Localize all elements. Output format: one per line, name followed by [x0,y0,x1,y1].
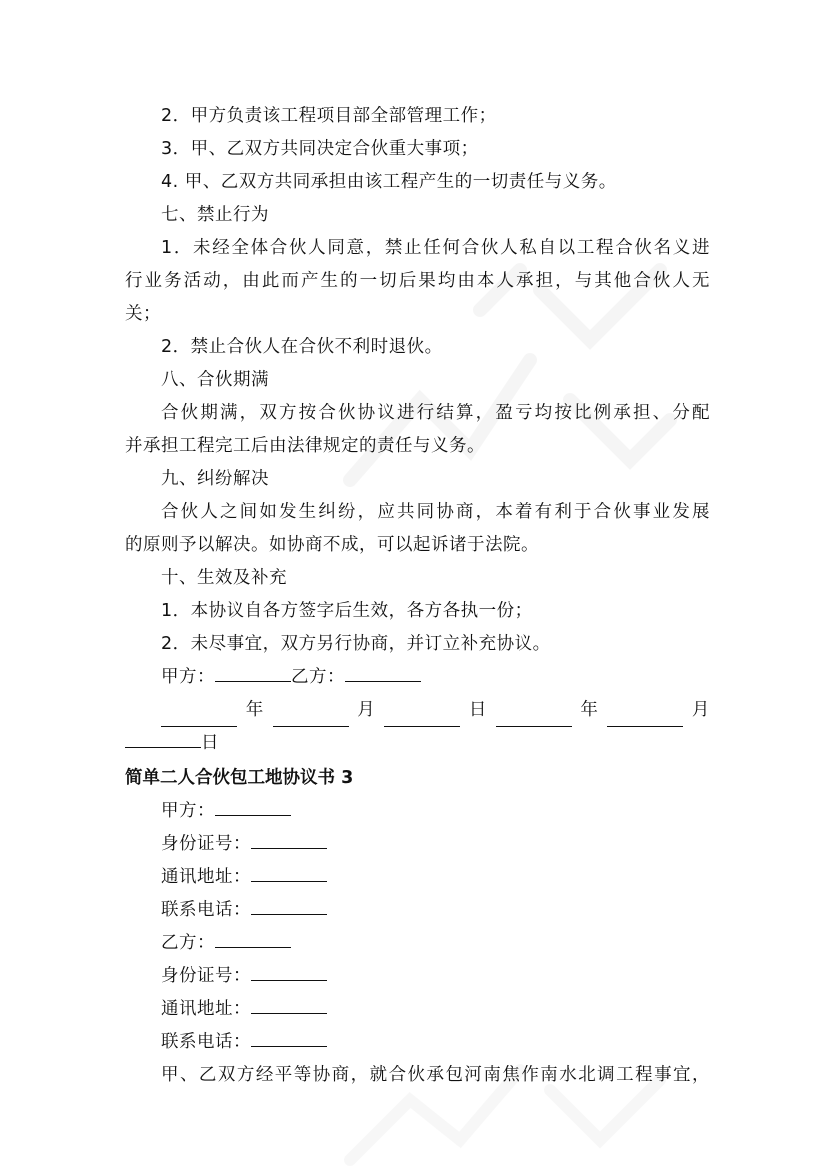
id-number-label: 身份证号： [161,966,251,986]
signature-date-row-cont [125,727,710,760]
section-heading: 九、纠纷解决 [161,469,269,489]
paragraph-line: 合伙期满，双方按合伙协议进行结算，盈亏均按比例承担、分配 [161,403,710,423]
form-field-row [125,861,710,894]
year-label-2: 年 [580,700,599,720]
address-field[interactable] [251,861,327,882]
party-b-field[interactable] [215,927,291,948]
day-blank-2[interactable] [125,727,201,748]
month-label-2: 月 [691,700,710,720]
clause-text: 2．甲方负责该工程项目部全部管理工作； [161,106,497,126]
section-heading: 八、合伙期满 [161,370,269,390]
id-number-field[interactable] [251,960,327,981]
form-field-row [125,1026,710,1059]
clause-text: 2．未尽事宜，双方另行协商，并订立补充协议。 [161,634,551,654]
paragraph-line: 的原则予以解决。如协商不成，可以起诉诸于法院。 [125,535,539,555]
signature-parties [125,661,710,694]
paragraph-line: 合伙人之间如发生纠纷，应共同协商，本着有利于合伙事业发展 [161,502,710,522]
clause-text: 4. 甲、乙双方共同承担由该工程产生的一切责任与义务。 [161,172,617,192]
address-label: 通讯地址： [161,867,251,887]
month-blank-2[interactable] [607,706,683,727]
address-label: 通讯地址： [161,999,251,1019]
id-number-field[interactable] [251,828,327,849]
party-a-field[interactable] [215,795,291,816]
phone-field[interactable] [251,1026,327,1047]
month-blank[interactable] [273,706,349,727]
paragraph-line: 甲、乙双方经平等协商，就合伙承包河南焦作南水北调工程事宜， [161,1065,710,1085]
day-label-2: 日 [201,733,219,753]
party-a-label: 甲方： [161,667,215,687]
party-b-label: 乙方： [161,933,215,953]
section-heading: 七、禁止行为 [161,205,269,225]
signature-date-row [125,694,710,727]
paragraph-line: 1．未经全体合伙人同意，禁止任何合伙人私自以工程合伙名义进 [161,238,710,258]
party-a-label: 甲方： [161,801,215,821]
agreement-title: 简单二人合伙包工地协议书 3 [125,768,354,788]
clause-text: 2．禁止合伙人在合伙不利时退伙。 [161,337,443,357]
form-field-row [125,795,710,828]
document-body [125,100,710,1092]
paragraph-line: 并承担工程完工后由法律规定的责任与义务。 [125,436,485,456]
year-label: 年 [245,700,264,720]
form-field-row [125,927,710,960]
phone-label: 联系电话： [161,1032,251,1052]
day-blank[interactable] [384,706,460,727]
day-label: 日 [468,700,487,720]
form-field-row [125,960,710,993]
address-field[interactable] [251,993,327,1014]
form-field-row [125,993,710,1026]
phone-field[interactable] [251,894,327,915]
party-a-blank[interactable] [215,661,291,682]
party-b-label: 乙方： [291,667,345,687]
section-heading: 十、生效及补充 [161,568,287,588]
year-blank-2[interactable] [496,706,572,727]
clause-text: 1．本协议自各方签字后生效，各方各执一份； [161,601,533,621]
paragraph-line: 行业务活动，由此而产生的一切后果均由本人承担，与其他合伙人无 [125,271,710,291]
month-label: 月 [357,700,376,720]
party-b-blank[interactable] [345,661,421,682]
form-field-row [125,828,710,861]
phone-label: 联系电话： [161,900,251,920]
paragraph-line: 关； [125,304,161,324]
clause-text: 3．甲、乙双方共同决定合伙重大事项； [161,139,479,159]
form-field-row [125,894,710,927]
year-blank[interactable] [161,706,237,727]
id-number-label: 身份证号： [161,834,251,854]
